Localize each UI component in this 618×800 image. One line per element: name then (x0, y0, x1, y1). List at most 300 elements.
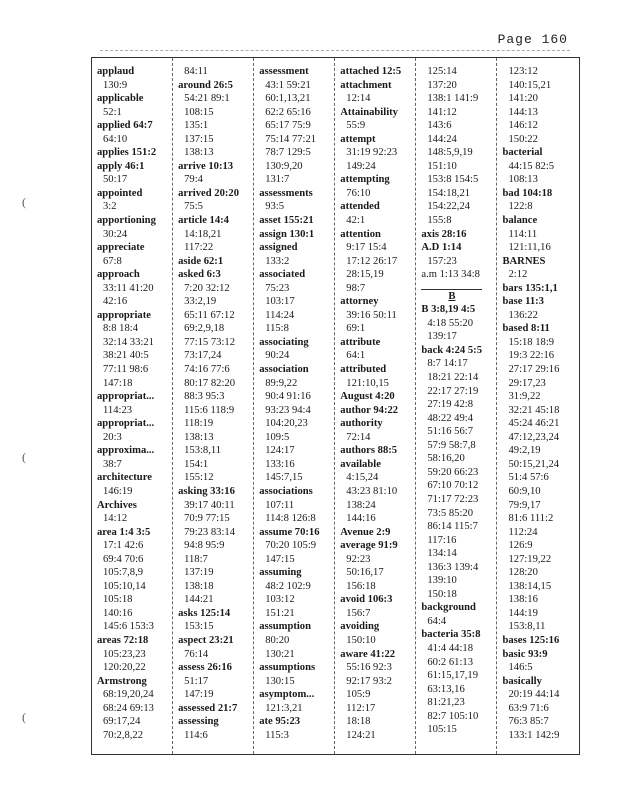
index-entry-reference: 79:23 83:14 (184, 526, 236, 538)
index-entry-term: avoiding (340, 621, 380, 633)
index-entry-reference: 90:24 (265, 350, 290, 362)
index-entry-term: Archives (97, 499, 137, 511)
index-entry-reference: 73:17,24 (184, 350, 222, 362)
index-entry-reference: 150:10 (346, 634, 376, 646)
index-entry-reference: 92:17 93:2 (346, 675, 392, 687)
index-entry-reference: 155:8 (427, 215, 452, 227)
index-entry-reference: 130:9,20 (265, 160, 303, 172)
index-entry-term: base 11:3 (502, 296, 544, 308)
index-entry-term: architecture (97, 472, 152, 484)
index-entry-reference: 33:11 41:20 (103, 282, 154, 294)
index-entry-term: appreciate (97, 242, 145, 254)
index-entry-term: basically (502, 675, 542, 687)
index-entry-reference: 52:1 (103, 106, 122, 118)
index-entry-term: balance (502, 215, 538, 227)
index-entry-reference: 7:20 32:12 (184, 282, 230, 294)
page-number: Page 160 (497, 32, 568, 47)
index-entry-reference: 67:8 (103, 255, 122, 267)
index-entry-reference: 38:7 (103, 458, 122, 470)
index-entry-reference: 150:18 (427, 588, 457, 600)
index-entry-reference: 145:7,15 (265, 472, 303, 484)
index-entry-term: arrived 20:20 (178, 187, 239, 199)
index-entry-reference: 67:10 70:12 (427, 480, 479, 492)
index-column-2 (173, 58, 254, 754)
index-entry-reference: 144:19 (508, 607, 538, 619)
index-entry-reference: 70:9 77:15 (184, 513, 230, 525)
index-entry-reference: 42:1 (346, 215, 366, 227)
index-entry-reference: 154:18,21 (427, 187, 471, 199)
index-entry-reference: 146:12 (508, 120, 538, 132)
index-entry-term: attorney (340, 296, 379, 308)
index-entry-term: applied 64:7 (97, 120, 153, 132)
index-entry-term: applicable (97, 93, 144, 105)
index-entry-reference: 18:18 (346, 716, 371, 728)
index-entry-term: apportioning (97, 215, 156, 227)
index-entry-reference: 45:24 46:21 (508, 418, 560, 430)
index-entry-reference: 103:17 (265, 296, 295, 308)
index-entry-reference: 55:16 92:3 (346, 662, 392, 674)
index-entry-reference: 48:22 49:4 (427, 412, 473, 424)
index-entry-reference: 105:15 (427, 724, 457, 736)
index-entry-term: Avenue 2:9 (340, 526, 391, 538)
index-entry-term: BARNES (502, 255, 546, 267)
index-entry-reference: 9:17 15:4 (346, 242, 387, 254)
index-entry-term: associated (259, 269, 306, 281)
index-entry-reference: 31:9,22 (508, 391, 541, 403)
index-entry-term: basic 93:9 (502, 648, 548, 660)
index-entry-reference: 90:4 91:16 (265, 391, 311, 403)
index-entry-reference: 55:9 (346, 120, 366, 132)
index-entry-term: based 8:11 (502, 323, 550, 335)
index-entry-reference: 22:17 27:19 (427, 385, 479, 397)
index-entry-reference: 133:2 (265, 255, 290, 267)
index-entry-reference: 63:9 71:6 (508, 702, 549, 714)
index-entry-term: assessed 21:7 (178, 702, 238, 714)
index-entry-reference: 39:17 40:11 (184, 499, 235, 511)
index-entry-term: attention (340, 228, 381, 240)
index-entry-reference: a.m 1:13 34:8 (421, 269, 480, 281)
index-entry-reference: 125:14 (427, 66, 457, 77)
index-entry-reference: 60:2 61:13 (427, 656, 473, 668)
index-entry-reference: 79:9,17 (508, 499, 541, 511)
index-entry-term: August 4:20 (340, 391, 395, 403)
index-entry-reference: 88:3 95:3 (184, 391, 225, 403)
index-entry-reference: 8:8 18:4 (103, 323, 139, 335)
index-entry-reference: 130:21 (265, 648, 295, 660)
index-entry-reference: 63:13,16 (427, 683, 465, 695)
index-entry-term: asks 125:14 (178, 607, 231, 619)
index-entry-reference: 94:8 95:9 (184, 540, 225, 552)
index-entry-reference: 138:18 (184, 580, 214, 592)
index-entry-reference: 123:12 (508, 66, 538, 77)
index-entry-reference: 137:20 (427, 79, 457, 91)
index-entry-reference: 4:15,24 (346, 472, 379, 484)
index-entry-term: attribute (340, 336, 381, 348)
index-entry-reference: 136:22 (508, 309, 538, 321)
index-entry-term: assuming (259, 567, 302, 579)
index-entry-term: approxima... (97, 445, 155, 457)
index-entry-reference: 124:21 (346, 729, 376, 741)
index-entry-reference: 114:23 (103, 404, 133, 416)
index-entry-term: Armstrong (97, 675, 147, 687)
index-entry-term: back 4:24 5:5 (421, 344, 482, 356)
index-entry-reference: 108:13 (508, 174, 538, 186)
index-entry-reference: 139:10 (427, 575, 457, 587)
index-entry-reference: 135:1 (184, 120, 209, 132)
index-entry-reference: 30:24 (103, 228, 128, 240)
index-entry-reference: 43:23 81:10 (346, 485, 398, 497)
index-entry-reference: 146:19 (103, 485, 133, 497)
index-entry-term: applaud (97, 66, 135, 77)
index-entry-reference: 51:16 56:7 (427, 426, 473, 438)
index-entry-reference: 15:18 18:9 (508, 336, 555, 348)
index-entry-reference: 122:8 (508, 201, 533, 213)
index-entry-reference: 105:10,14 (103, 580, 146, 592)
index-entry-reference: 120:20,22 (103, 662, 146, 674)
index-column-6 (497, 58, 578, 754)
index-entry-reference: 28:15,19 (346, 269, 384, 281)
index-entry-reference: 114:6 (184, 729, 208, 741)
index-entry-term: around 26:5 (178, 79, 233, 91)
section-letter: B (448, 290, 456, 302)
index-entry-term: A.D 1:14 (421, 242, 462, 254)
index-entry-term: applies 151:2 (97, 147, 157, 159)
index-entry-term: aware 41:22 (340, 648, 396, 660)
index-entry-reference: 155:12 (184, 472, 214, 484)
index-entry-reference: 81:6 111:2 (508, 513, 554, 525)
index-entry-reference: 60:9,10 (508, 485, 541, 497)
index-entry-term: authority (340, 418, 383, 430)
index-entry-reference: 79:4 (184, 174, 203, 186)
index-entry-reference: 112:17 (346, 702, 376, 714)
index-entry-reference: 121:3,21 (265, 702, 303, 714)
index-entry-term: attached 12:5 (340, 66, 402, 77)
index-entry-reference: 157:23 (427, 255, 457, 267)
index-entry-reference: 149:24 (346, 160, 376, 172)
index-column-3 (254, 58, 335, 754)
index-entry-reference: 62:2 65:16 (265, 106, 311, 118)
index-entry-reference: 98:7 (346, 282, 366, 294)
index-entry-reference: 74:16 77:6 (184, 364, 230, 376)
index-entry-reference: 64:10 (103, 133, 128, 145)
index-entry-reference: 78:7 129:5 (265, 147, 311, 159)
index-entry-reference: 118:7 (184, 553, 208, 565)
index-entry-term: assessments (259, 187, 313, 199)
index-entry-reference: 144:16 (346, 513, 376, 525)
index-entry-reference: 131:7 (265, 174, 290, 186)
index-entry-reference: 58:16,20 (427, 453, 465, 465)
index-entry-reference: 77:15 73:12 (184, 336, 236, 348)
index-entry-reference: 69:17,24 (103, 716, 141, 728)
index-entry-term: association (259, 364, 309, 376)
index-entry-reference: 32:14 33:21 (103, 336, 154, 348)
index-entry-term: assigned (259, 242, 298, 254)
index-entry-reference: 68:19,20,24 (103, 689, 154, 701)
index-entry-reference: 93:5 (265, 201, 285, 213)
index-entry-reference: 4:18 55:20 (427, 317, 473, 329)
index-entry-reference: 60:1,13,21 (265, 93, 311, 105)
index-entry-reference: 75:14 77:21 (265, 133, 317, 145)
index-entry-term: appropriat... (97, 418, 155, 430)
index-entry-reference: 153:8,11 (508, 621, 546, 633)
index-entry-reference: 128:20 (508, 567, 538, 579)
index-entry-reference: 104:20,23 (265, 418, 308, 430)
index-entry-term: attributed (340, 364, 387, 376)
index-entry-reference: 108:15 (184, 106, 214, 118)
index-entry-reference: 150:22 (508, 133, 538, 145)
index-table (91, 57, 580, 755)
index-entry-reference: 69:4 70:6 (103, 553, 144, 565)
index-entry-reference: 18:21 22:14 (427, 372, 479, 384)
index-entry-reference: 64:4 (427, 615, 447, 627)
index-entry-reference: 114:11 (508, 228, 538, 240)
index-entry-reference: 50:16,17 (346, 567, 384, 579)
index-entry-term: assessing (178, 716, 219, 728)
index-entry-reference: 44:15 82:5 (508, 160, 555, 172)
index-entry-reference: 92:23 (346, 553, 371, 565)
index-entry-term: attempting (340, 174, 390, 186)
scan-top-edge (100, 50, 570, 51)
index-entry-reference: 114:24 (265, 309, 295, 321)
index-entry-reference: 143:6 (427, 120, 452, 132)
index-entry-reference: 144:21 (184, 594, 214, 606)
index-entry-reference: 68:24 69:13 (103, 702, 154, 714)
index-entry-reference: 133:1 142:9 (508, 729, 560, 741)
index-entry-reference: 14:18,21 (184, 228, 222, 240)
index-entry-reference: 138:16 (508, 594, 538, 606)
index-entry-reference: 133:16 (265, 458, 295, 470)
index-entry-reference: 19:3 22:16 (508, 350, 555, 362)
index-entry-reference: 8:7 14:17 (427, 358, 468, 370)
index-entry-reference: 51:17 (184, 675, 209, 687)
index-entry-term: attempt (340, 133, 376, 145)
index-entry-reference: 115:3 (265, 729, 289, 741)
index-entry-reference: 154:1 (184, 458, 209, 470)
index-entry-reference: 141:20 (508, 93, 538, 105)
index-entry-reference: 109:5 (265, 431, 290, 443)
index-entry-reference: 2:12 (508, 269, 528, 281)
index-entry-term: assessment (259, 66, 309, 77)
index-entry-reference: 114:8 126:8 (265, 513, 316, 525)
index-entry-reference: 126:9 (508, 540, 533, 552)
index-entry-term: appropriate (97, 309, 151, 321)
index-entry-reference: 138:13 (184, 147, 214, 159)
index-entry-reference: 137:15 (184, 133, 214, 145)
index-entry-term: B 3:8,19 4:5 (421, 304, 476, 316)
index-entry-reference: 77:11 98:6 (103, 364, 149, 376)
index-entry-term: asked 6:3 (178, 269, 221, 281)
index-entry-reference: 42:16 (103, 296, 128, 308)
index-entry-term: bases 125:16 (502, 634, 560, 646)
index-entry-reference: 20:19 44:14 (508, 689, 560, 701)
index-entry-reference: 147:18 (103, 377, 133, 389)
index-entry-reference: 107:11 (265, 499, 295, 511)
index-entry-reference: 130:15 (265, 675, 295, 687)
index-entry-term: authors 88:5 (340, 445, 398, 457)
index-entry-reference: 69:2,9,18 (184, 323, 225, 335)
index-entry-reference: 70:20 105:9 (265, 540, 317, 552)
index-entry-reference: 69:1 (346, 323, 366, 335)
index-entry-reference: 153:8,11 (184, 445, 222, 457)
index-entry-term: assume 70:16 (259, 526, 320, 538)
index-entry-reference: 134:14 (427, 548, 457, 560)
index-entry-term: article 14:4 (178, 215, 229, 227)
index-entry-reference: 57:9 58:7,8 (427, 439, 476, 451)
index-entry-reference: 65:11 67:12 (184, 309, 235, 321)
index-entry-reference: 124:17 (265, 445, 295, 457)
index-entry-term: apply 46:1 (97, 160, 145, 172)
index-entry-reference: 89:9,22 (265, 377, 298, 389)
index-entry-reference: 82:7 105:10 (427, 710, 479, 722)
index-entry-term: attachment (340, 79, 392, 91)
index-entry-reference: 137:19 (184, 567, 214, 579)
margin-mark: ( (22, 195, 26, 209)
index-entry-reference: 154:22,24 (427, 201, 471, 213)
index-entry-reference: 140:15,21 (508, 79, 552, 91)
index-entry-reference: 59:20 66:23 (427, 466, 479, 478)
index-entry-term: bacterial (502, 147, 543, 159)
index-entry-reference: 70:2,8,22 (103, 729, 144, 741)
index-entry-reference: 112:24 (508, 526, 538, 538)
index-entry-reference: 121:11,16 (508, 242, 551, 254)
index-entry-reference: 32:21 45:18 (508, 404, 560, 416)
index-entry-term: appropriat... (97, 391, 155, 403)
index-entry-reference: 115:8 (265, 323, 289, 335)
index-entry-reference: 147:19 (184, 689, 214, 701)
index-entry-term: available (340, 458, 381, 470)
section-rule (421, 282, 482, 290)
index-entry-reference: 48:2 102:9 (265, 580, 311, 592)
index-entry-term: asking 33:16 (178, 485, 235, 497)
index-entry-term: bars 135:1,1 (502, 282, 558, 294)
index-entry-term: appointed (97, 187, 143, 199)
index-entry-reference: 72:14 (346, 431, 371, 443)
index-entry-term: assess 26:16 (178, 662, 232, 674)
index-entry-reference: 144:13 (508, 106, 538, 118)
index-entry-reference: 147:15 (265, 553, 295, 565)
index-entry-reference: 3:2 (103, 201, 117, 213)
index-entry-reference: 105:18 (103, 594, 133, 606)
index-entry-reference: 84:11 (184, 66, 208, 77)
index-entry-reference: 80:20 (265, 634, 290, 646)
index-entry-reference: 75:5 (184, 201, 203, 213)
index-entry-reference: 117:22 (184, 242, 214, 254)
index-entry-reference: 127:19,22 (508, 553, 552, 565)
index-entry-term: aside 62:1 (178, 255, 224, 267)
index-entry-reference: 75:23 (265, 282, 290, 294)
index-entry-reference: 105:7,8,9 (103, 567, 144, 579)
index-entry-term: arrive 10:13 (178, 160, 234, 172)
index-entry-reference: 54:21 89:1 (184, 93, 230, 105)
index-entry-reference: 65:17 75:9 (265, 120, 311, 132)
index-entry-reference: 64:1 (346, 350, 366, 362)
index-entry-term: assumption (259, 621, 311, 633)
index-entry-reference: 76:14 (184, 648, 209, 660)
index-entry-reference: 153:15 (184, 621, 214, 633)
index-entry-reference: 153:8 154:5 (427, 174, 479, 186)
index-entry-term: assign 130:1 (259, 228, 315, 240)
index-entry-term: ate 95:23 (259, 716, 301, 728)
index-entry-term: bad 104:18 (502, 187, 553, 199)
index-entry-reference: 144:24 (427, 133, 457, 145)
index-entry-reference: 121:10,15 (346, 377, 389, 389)
index-entry-term: asymptom... (259, 689, 315, 701)
index-entry-term: associations (259, 485, 313, 497)
index-entry-reference: 61:15,17,19 (427, 670, 478, 682)
index-entry-reference: 139:17 (427, 331, 457, 343)
index-entry-reference: 47:12,23,24 (508, 431, 560, 443)
index-entry-reference: 86:14 115:7 (427, 521, 478, 533)
index-entry-reference: 105:9 (346, 689, 371, 701)
index-entry-reference: 118:19 (184, 418, 214, 430)
index-entry-reference: 156:18 (346, 580, 376, 592)
index-entry-reference: 117:16 (427, 534, 457, 546)
index-entry-reference: 115:6 118:9 (184, 404, 235, 416)
index-entry-reference: 27:17 29:16 (508, 364, 560, 376)
index-entry-reference: 31:19 92:23 (346, 147, 398, 159)
index-entry-reference: 50:15,21,24 (508, 458, 560, 470)
index-entry-term: axis 28:16 (421, 228, 467, 240)
index-entry-reference: 151:21 (265, 607, 295, 619)
index-entry-reference: 39:16 50:11 (346, 309, 397, 321)
index-entry-reference: 148:5,9,19 (427, 147, 473, 159)
index-entry-term: approach (97, 269, 140, 281)
index-entry-reference: 41:4 44:18 (427, 642, 473, 654)
index-column-4 (335, 58, 416, 754)
index-entry-reference: 151:10 (427, 160, 457, 172)
index-entry-reference: 138:24 (346, 499, 376, 511)
index-entry-term: asset 155:21 (259, 215, 314, 227)
index-entry-reference: 81:21,23 (427, 697, 465, 709)
index-entry-reference: 12:14 (346, 93, 371, 105)
index-entry-reference: 73:5 85:20 (427, 507, 473, 519)
index-entry-reference: 136:3 139:4 (427, 561, 479, 573)
index-entry-reference: 33:2,19 (184, 296, 217, 308)
index-entry-reference: 130:9 (103, 79, 128, 91)
margin-mark: ( (22, 450, 26, 464)
index-entry-reference: 71:17 72:23 (427, 493, 479, 505)
index-entry-reference: 43:1 59:21 (265, 79, 311, 91)
index-entry-term: bacteria 35:8 (421, 629, 481, 641)
index-entry-reference: 141:12 (427, 106, 457, 118)
index-entry-reference: 138:1 141:9 (427, 93, 479, 105)
index-entry-reference: 146:5 (508, 662, 533, 674)
index-entry-reference: 156:7 (346, 607, 371, 619)
index-entry-term: avoid 106:3 (340, 594, 393, 606)
index-entry-reference: 51:4 57:6 (508, 472, 549, 484)
index-entry-reference: 105:23,23 (103, 648, 146, 660)
index-entry-reference: 145:6 153:3 (103, 621, 154, 633)
index-entry-reference: 140:16 (103, 607, 133, 619)
index-entry-reference: 20:3 (103, 431, 122, 443)
index-entry-term: author 94:22 (340, 404, 399, 416)
index-entry-term: assumptions (259, 662, 316, 674)
index-entry-reference: 138:13 (184, 431, 214, 443)
index-entry-term: associating (259, 336, 309, 348)
index-entry-reference: 29:17,23 (508, 377, 546, 389)
index-entry-reference: 103:12 (265, 594, 295, 606)
index-entry-term: average 91:9 (340, 540, 398, 552)
index-entry-reference: 38:21 40:5 (103, 350, 149, 362)
index-entry-term: aspect 23:21 (178, 634, 234, 646)
index-entry-reference: 14:12 (103, 513, 128, 525)
index-entry-reference: 17:1 42:6 (103, 540, 144, 552)
index-entry-reference: 93:23 94:4 (265, 404, 311, 416)
index-entry-term: background (421, 602, 476, 614)
index-entry-term: attended (340, 201, 380, 213)
index-entry-term: Attainability (340, 106, 398, 118)
index-entry-reference: 17:12 26:17 (346, 255, 398, 267)
